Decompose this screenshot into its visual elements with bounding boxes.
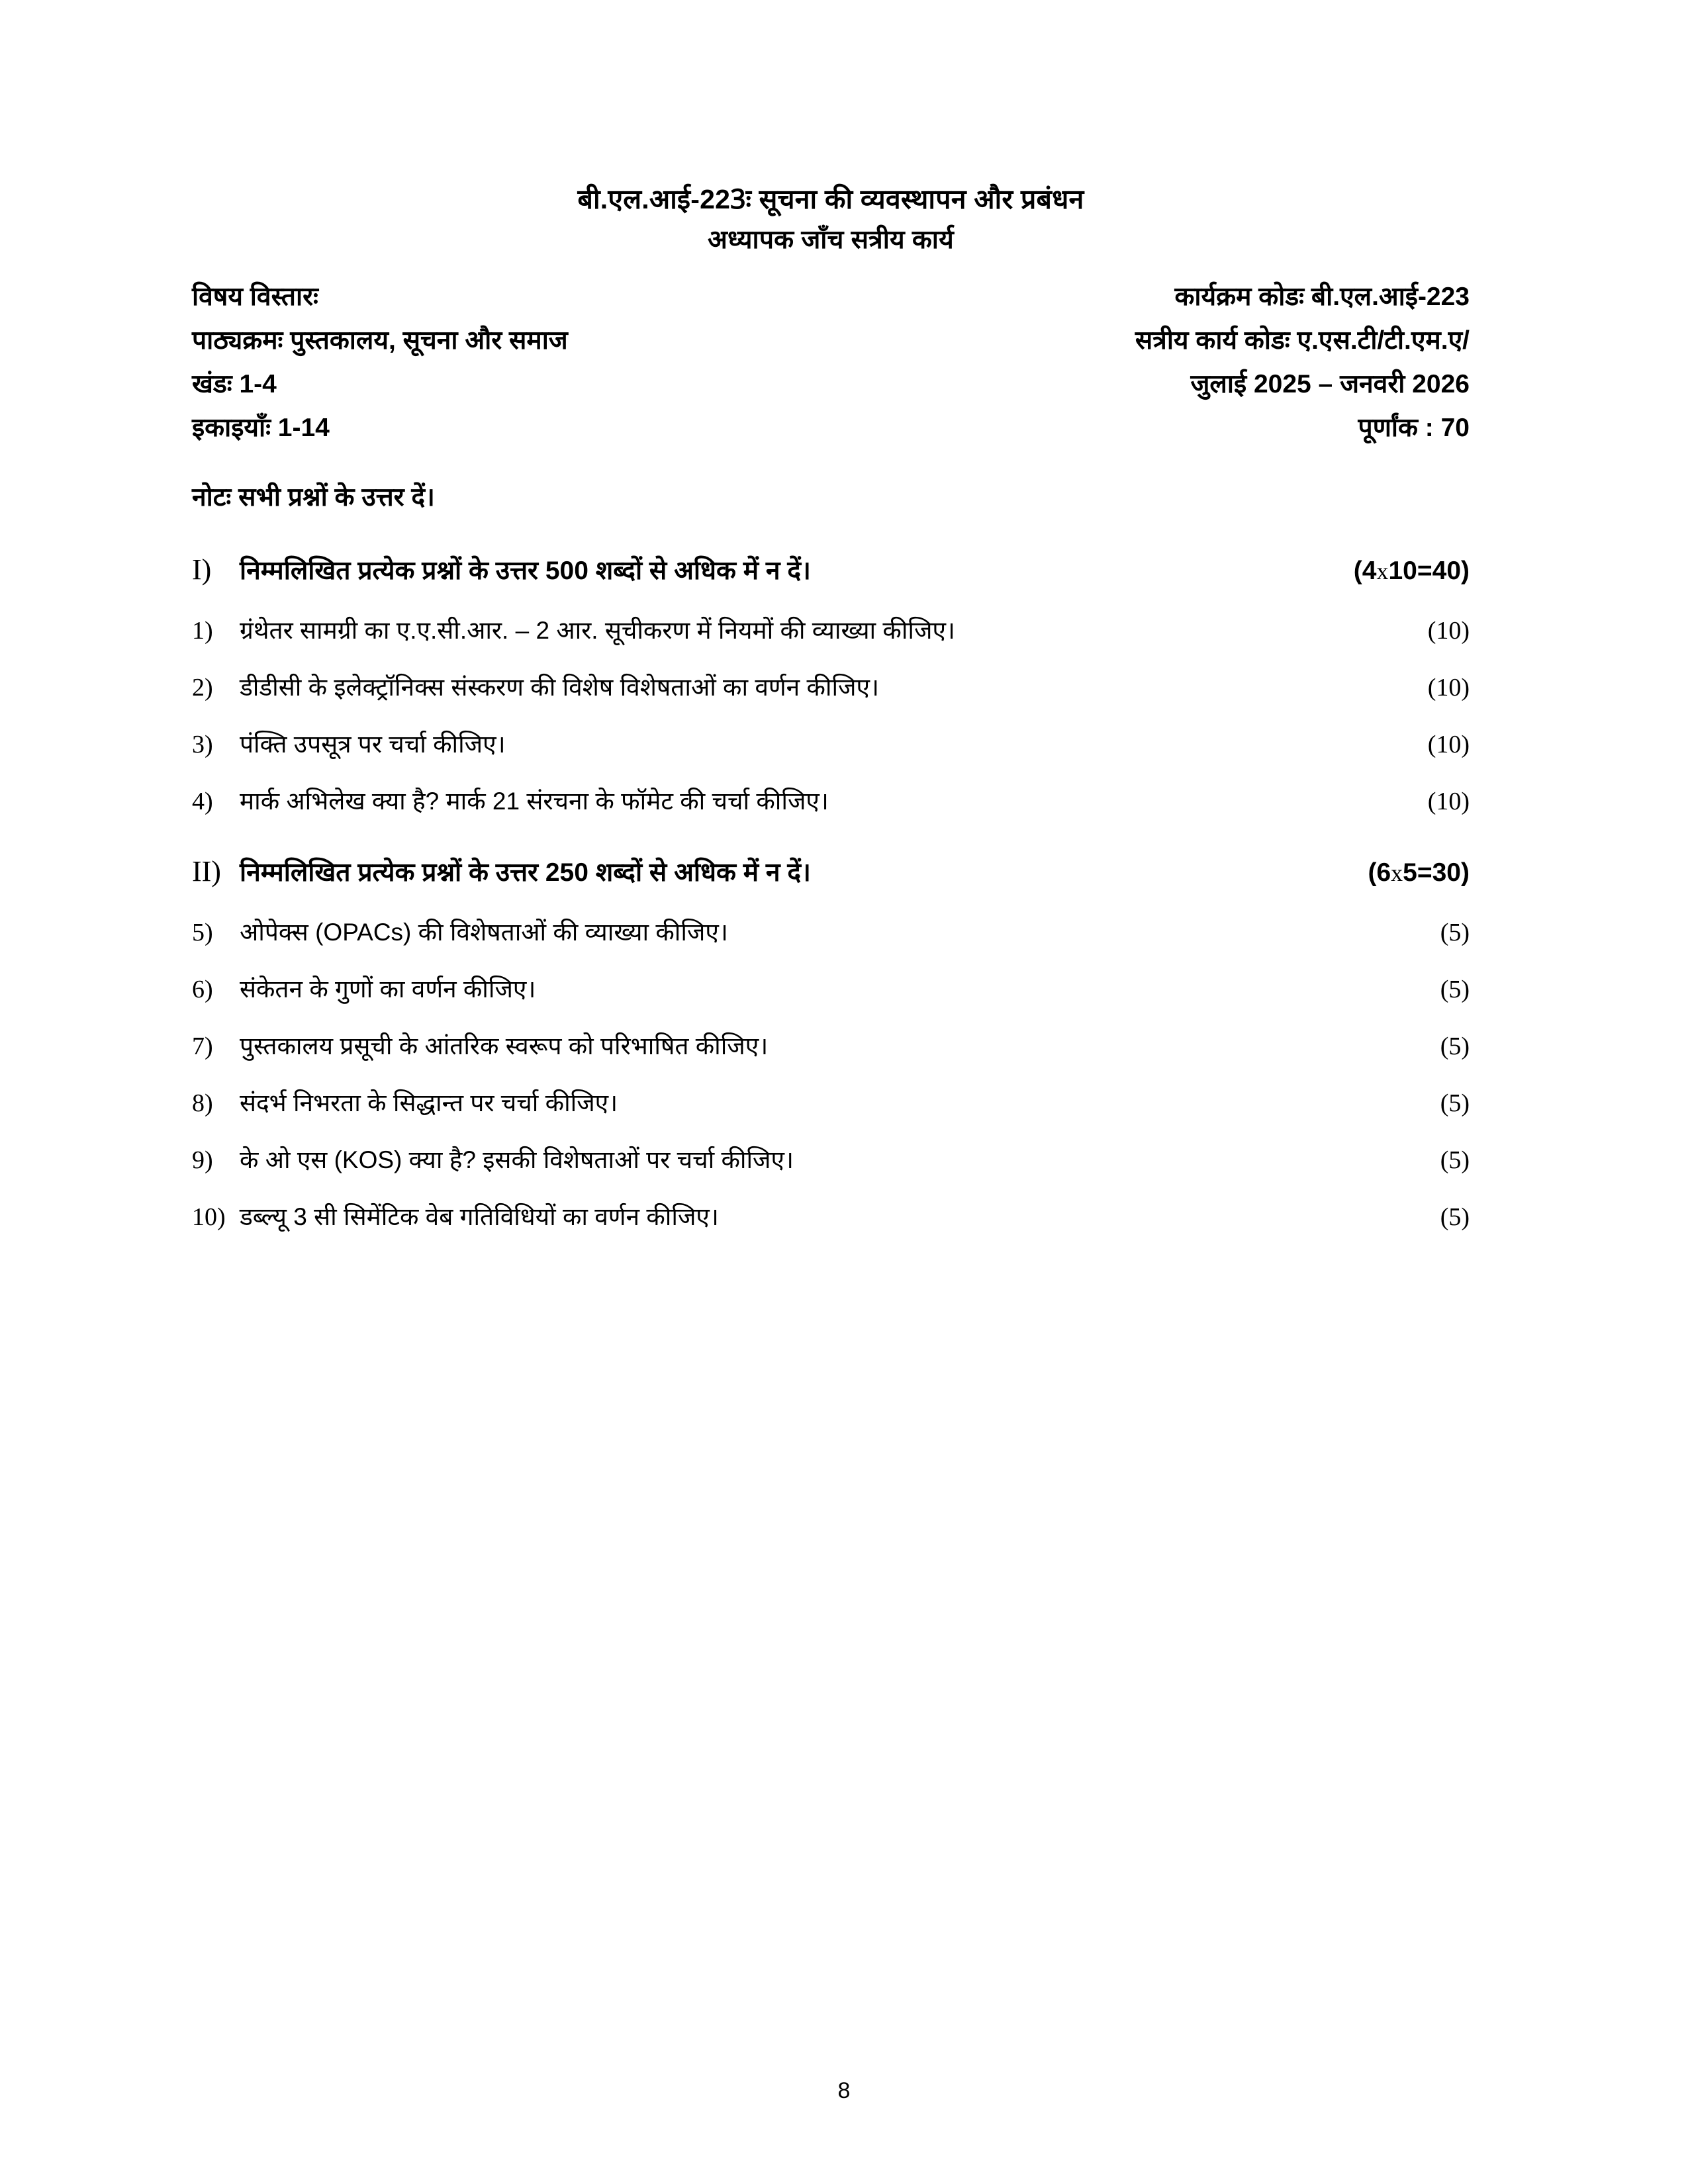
question-row <box>192 614 1470 647</box>
question-number: 7) <box>192 1032 213 1060</box>
question-number: 8) <box>192 1089 213 1117</box>
question-text: पंक्ति उपसूत्र पर चर्चा कीजिए। <box>240 731 506 758</box>
question-number: 10) <box>192 1203 226 1231</box>
question-row <box>192 1087 1470 1120</box>
section-number: I) <box>192 553 212 586</box>
question-number: 5) <box>192 919 213 946</box>
question-row <box>192 785 1470 818</box>
meta-row <box>192 363 1470 406</box>
question-marks: (5) <box>1440 1089 1470 1117</box>
section-heading-1 <box>192 551 1470 590</box>
question-row <box>192 671 1470 704</box>
question-number: 1) <box>192 617 213 645</box>
question-row <box>192 728 1470 761</box>
section-marks-a: (6 <box>1368 858 1391 887</box>
section-number: II) <box>192 855 221 887</box>
document-title-block <box>192 179 1470 261</box>
section-marks-b: 10=40) <box>1388 557 1470 585</box>
question-text: के ओ एस (KOS) क्या है? इसकी विशेषताओं पर चर्चा कीजिए। <box>240 1146 794 1173</box>
section-heading-2 <box>192 852 1470 892</box>
question-text: मार्क अभिलेख क्या है? मार्क 21 संरचना के फॉमेट की चर्चा कीजिए। <box>240 788 829 815</box>
section-marks <box>1354 552 1470 590</box>
section-instruction: निम्मलिखित प्रत्येक प्रश्नों के उत्तर 500 शब्दों से अधिक में न दें। <box>240 557 811 585</box>
maximum-marks: पूर्णांक : 70 <box>1358 414 1470 442</box>
question-marks: (5) <box>1440 1032 1470 1060</box>
question-marks: (10) <box>1427 731 1470 758</box>
meta-row <box>192 275 1470 319</box>
section-marks-a: (4 <box>1353 557 1377 585</box>
section-marks-b: 5=30) <box>1403 858 1470 887</box>
question-text: ओपेक्स (OPACs) की विशेषताओं की व्याख्या कीजिए। <box>240 919 728 946</box>
section-marks <box>1368 854 1470 892</box>
question-list-2 <box>192 916 1470 1234</box>
question-list-1 <box>192 614 1470 818</box>
page-number: 8 <box>837 2078 851 2103</box>
question-number: 2) <box>192 674 213 702</box>
blocks-range: खंडः 1-4 <box>192 370 277 398</box>
question-text: संकेतन के गुणों का वर्णन कीजिए। <box>240 976 536 1003</box>
units-range: इकाइयाँः 1-14 <box>192 414 330 442</box>
meta-row <box>192 406 1470 450</box>
question-text: ग्रंथेतर सामग्री का ए.ए.सी.आर. – 2 आर. सूचीकरण में नियमों की व्याख्या कीजिए। <box>240 617 955 644</box>
question-marks: (5) <box>1440 976 1470 1003</box>
question-marks: (5) <box>1440 919 1470 946</box>
page-footer <box>0 2078 1688 2104</box>
question-text: पुस्तकालय प्रसूची के आंतरिक स्वरूप को परिभाषित कीजिए। <box>240 1032 769 1060</box>
question-number: 6) <box>192 976 213 1003</box>
question-marks: (10) <box>1427 788 1470 815</box>
meta-row <box>192 319 1470 363</box>
page-title: बी.एल.आई-223ः सूचना की व्यवस्थापन और प्रबंधन <box>577 184 1084 214</box>
question-row <box>192 973 1470 1006</box>
question-marks: (5) <box>1440 1203 1470 1231</box>
section-marks-x: x <box>1391 860 1403 886</box>
question-row <box>192 916 1470 949</box>
question-marks: (5) <box>1440 1146 1470 1174</box>
question-row <box>192 1144 1470 1177</box>
section-marks-x: x <box>1376 558 1389 584</box>
assignment-code: सत्रीय कार्य कोडः ए.एस.टी/टी.एम.ए/ <box>1135 326 1470 355</box>
section-instruction: निम्मलिखित प्रत्येक प्रश्नों के उत्तर 250 शब्दों से अधिक में न दें। <box>240 858 811 887</box>
course-meta <box>192 275 1470 450</box>
question-text: डब्ल्यू 3 सी सिमेंटिक वेब गतिविधियों का वर्णन कीजिए। <box>240 1203 719 1230</box>
instruction-note: नोटः सभी प्रश्नों के उत्तर दें। <box>192 483 435 512</box>
question-row <box>192 1201 1470 1234</box>
question-number: 3) <box>192 731 213 758</box>
course-title: पाठ्यक्रमः पुस्तकालय, सूचना और समाज <box>192 326 568 355</box>
session-period: जुलाई 2025 – जनवरी 2026 <box>1190 370 1470 398</box>
question-marks: (10) <box>1427 617 1470 645</box>
question-number: 9) <box>192 1146 213 1174</box>
question-row <box>192 1030 1470 1063</box>
question-text: संदर्भ निभरता के सिद्धान्त पर चर्चा कीजिए। <box>240 1089 618 1116</box>
question-marks: (10) <box>1427 674 1470 702</box>
question-text: डीडीसी के इलेक्ट्रॉनिक्स संस्करण की विशेष विशेषताओं का वर्णन कीजिए। <box>240 674 879 701</box>
course-detail-label: विषय विस्तारः <box>192 283 318 311</box>
page-content <box>192 179 1470 1234</box>
question-number: 4) <box>192 788 213 815</box>
programme-code: कार्यक्रम कोडः बी.एल.आई-223 <box>1174 283 1470 311</box>
page-subtitle: अध्यापक जाँच सत्रीय कार्य <box>708 226 954 254</box>
